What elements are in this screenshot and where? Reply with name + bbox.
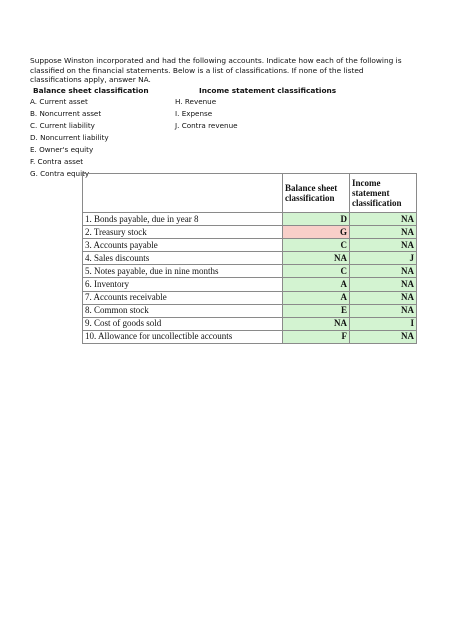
balance-answer-input[interactable]: C <box>283 239 350 252</box>
list-item: E. Owner's equity <box>30 145 94 154</box>
table-row <box>83 304 417 317</box>
account-cell: 10. Allowance for uncollectible accounts <box>83 330 283 343</box>
balance-answer-input[interactable]: NA <box>283 252 350 265</box>
balance-answer-input[interactable]: A <box>283 291 350 304</box>
income-answer-input[interactable]: NA <box>350 226 417 239</box>
balance-answer-input[interactable]: NA <box>283 317 350 330</box>
table-row <box>83 239 417 252</box>
classification-table <box>82 173 417 344</box>
balance-column-header: Balance sheet classification <box>283 174 350 213</box>
balance-answer-input[interactable]: G <box>283 226 350 239</box>
list-item: I. Expense <box>175 109 213 118</box>
list-item: F. Contra asset <box>30 157 84 166</box>
account-cell: 8. Common stock <box>83 304 283 317</box>
account-cell: 9. Cost of goods sold <box>83 317 283 330</box>
table-row <box>83 265 417 278</box>
account-cell: 7. Accounts receivable <box>83 291 283 304</box>
income-answer-input[interactable]: NA <box>350 278 417 291</box>
income-answer-input[interactable]: NA <box>350 291 417 304</box>
balance-answer-input[interactable]: A <box>283 278 350 291</box>
account-cell: 6. Inventory <box>83 278 283 291</box>
table-body <box>83 213 417 344</box>
account-cell: 3. Accounts payable <box>83 239 283 252</box>
balance-answer-input[interactable]: F <box>283 330 350 343</box>
income-answer-input[interactable]: I <box>350 317 417 330</box>
table-row <box>83 278 417 291</box>
account-cell: 2. Treasury stock <box>83 226 283 239</box>
balance-answer-input[interactable]: E <box>283 304 350 317</box>
income-answer-input[interactable]: NA <box>350 239 417 252</box>
income-answer-input[interactable]: NA <box>350 330 417 343</box>
list-item: A. Current asset <box>30 97 88 106</box>
income-statement-heading: Income statement classifications <box>199 86 337 95</box>
instructions-text: Suppose Winston incorporated and had the following accounts. Indicate how each of the following is classified on the financial statements. Below is a list of classifications. If none of the listed classifications apply, answer NA. <box>30 56 402 85</box>
balance-sheet-heading: Balance sheet classification <box>33 86 149 95</box>
list-item: C. Current liability <box>30 121 95 130</box>
income-answer-input[interactable]: NA <box>350 304 417 317</box>
list-item: G. Contra equity <box>30 169 90 178</box>
list-item: J. Contra revenue <box>175 121 238 130</box>
balance-answer-input[interactable]: D <box>283 213 350 226</box>
table-row <box>83 252 417 265</box>
table-row <box>83 330 417 343</box>
balance-sheet-list <box>30 96 109 180</box>
table-row <box>83 291 417 304</box>
list-item: H. Revenue <box>175 97 217 106</box>
table-row <box>83 213 417 226</box>
table-row <box>83 226 417 239</box>
table-row <box>83 317 417 330</box>
table-header-row <box>83 174 417 213</box>
account-cell: 1. Bonds payable, due in year 8 <box>83 213 283 226</box>
account-cell: 4. Sales discounts <box>83 252 283 265</box>
income-statement-list <box>175 96 238 132</box>
income-column-header: Income statement classification <box>350 174 417 213</box>
list-item: D. Noncurrent liability <box>30 133 109 142</box>
income-answer-input[interactable]: J <box>350 252 417 265</box>
income-answer-input[interactable]: NA <box>350 213 417 226</box>
list-item: B. Noncurrent asset <box>30 109 102 118</box>
balance-answer-input[interactable]: C <box>283 265 350 278</box>
account-cell: 5. Notes payable, due in nine months <box>83 265 283 278</box>
account-column-header <box>83 174 283 213</box>
income-answer-input[interactable]: NA <box>350 265 417 278</box>
